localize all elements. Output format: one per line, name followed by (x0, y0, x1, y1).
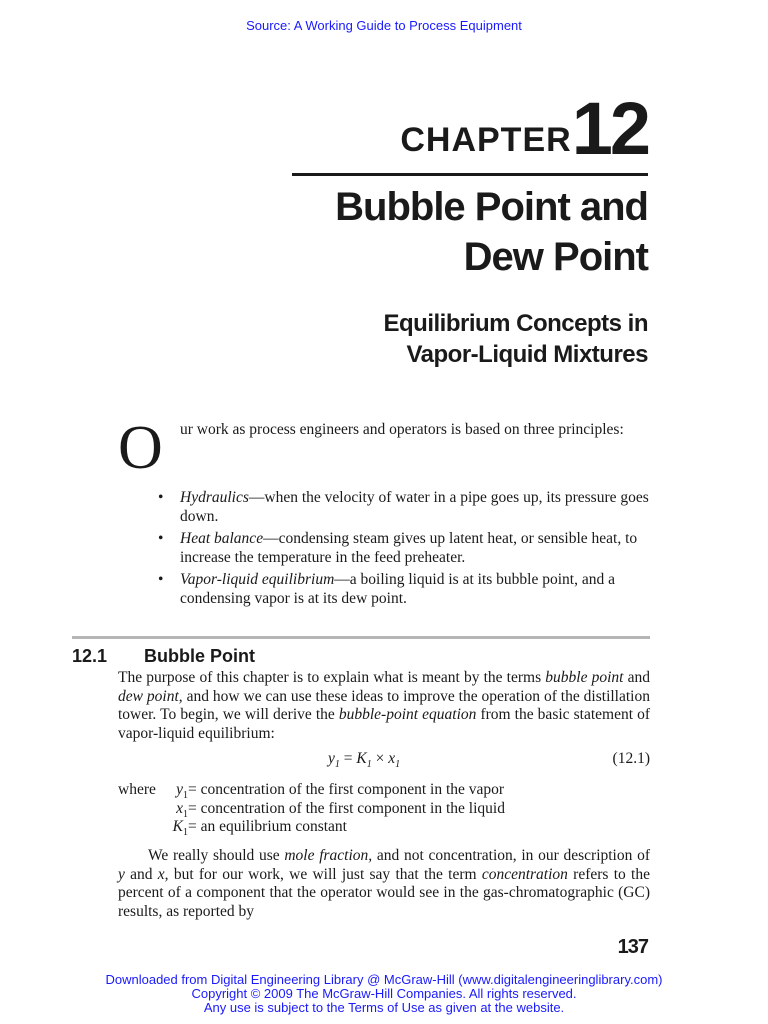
text-run: refers to the percent of a component that the operator would see in the gas-chromatographic (GC) results, as reported by (118, 865, 650, 920)
section-title: Bubble Point (144, 646, 255, 666)
bullet-text: —a boiling liquid is at its bubble point, and a condensing vapor is at its dew point. (180, 571, 615, 607)
chapter-subtitle-line1: Equilibrium Concepts in (383, 310, 648, 337)
var-symbol: K (172, 818, 183, 835)
principles-list (158, 488, 650, 611)
definition-row (118, 818, 650, 837)
footer-copyright: Copyright © 2009 The McGraw-Hill Companies. All rights reserved. (191, 986, 577, 1001)
var-sub: 1 (183, 790, 188, 802)
definition-var (118, 818, 188, 843)
term-bubble-point: bubble point (545, 669, 624, 686)
text-run: The purpose of this chapter is to explain what is meant by the terms (118, 669, 546, 686)
eq-equals: = (339, 750, 357, 767)
chapter-subtitle (383, 308, 648, 370)
equation-body (328, 750, 400, 770)
bullet-term: Vapor-liquid equilibrium (180, 571, 335, 588)
bullet-term: Hydraulics (180, 489, 249, 506)
section-number: 12.1 (72, 646, 108, 666)
chapter-title (335, 182, 648, 282)
chapter-title-line1: Bubble Point and (335, 185, 648, 229)
text-run: We really should use (148, 847, 285, 864)
chapter-title-line2: Dew Point (463, 235, 648, 279)
bullet-icon: • (158, 571, 164, 588)
chapter-word: CHAPTER (400, 121, 572, 159)
text-run: but for our work, we will just say that the term (168, 865, 482, 883)
term-x: x, (157, 865, 169, 883)
variable-definitions (118, 781, 650, 837)
footer-terms-link[interactable]: Any use is subject to the Terms of Use as given at the website. (203, 1000, 565, 1015)
paragraph-2 (118, 847, 650, 921)
source-line[interactable]: Source: A Working Guide to Process Equipment (246, 18, 522, 33)
bullet-text: —condensing steam gives up latent heat, or sensible heat, to increase the temperature in the feed preheater. (180, 530, 638, 566)
footer-download-link[interactable]: Downloaded from Digital Engineering Library @ McGraw-Hill (www.digitalengineeringlibrary.com) (105, 972, 663, 987)
eq-sub: 1 (395, 759, 401, 771)
definition-text: = an equilibrium constant (188, 818, 347, 835)
text-run: and not concentration, in our description of (372, 847, 650, 864)
list-item (158, 529, 650, 567)
eq-sub: 1 (334, 759, 340, 771)
text-run: and (124, 865, 158, 883)
bullet-text: —when the velocity of water in a pipe goes up, its pressure goes down. (180, 489, 649, 525)
term-mole-fraction: mole fraction, (284, 847, 373, 864)
bullet-icon: • (158, 530, 164, 547)
term-dew-point: dew point, (118, 687, 183, 705)
term-concentration: concentration (481, 865, 568, 883)
eq-x: x (388, 750, 396, 767)
var-sub: 1 (183, 808, 188, 820)
eq-k: K (356, 750, 367, 767)
chapter-rule (292, 173, 648, 176)
eq-times: × (371, 750, 389, 767)
bullet-term: Heat balance (180, 530, 264, 547)
eq-y: y (328, 750, 335, 767)
definition-row (118, 781, 650, 800)
term-bubble-point-equation: bubble-point equation (338, 706, 477, 723)
var-symbol: y (176, 781, 183, 798)
eq-sub: 1 (366, 759, 372, 771)
term-y: y (118, 865, 125, 883)
definition-text: = concentration of the first component in the liquid (188, 799, 505, 817)
intro-text: ur work as process engineers and operators is based on three principles: (180, 421, 624, 438)
page-number: 137 (617, 936, 648, 958)
list-item (158, 570, 650, 608)
text-run: and how we can use these ideas to improve the operation of the distillation tower. To begin, we will derive the (118, 687, 650, 723)
intro-paragraph (118, 414, 650, 482)
text-run: and (623, 669, 650, 686)
chapter-number: 12 (571, 87, 648, 170)
section-rule (72, 636, 650, 639)
chapter-heading (400, 87, 648, 170)
definition-row (118, 800, 650, 819)
definition-text: = concentration of the first component in the vapor (188, 781, 505, 798)
chapter-subtitle-line2: Vapor-Liquid Mixtures (406, 341, 648, 368)
equation-number: (12.1) (612, 750, 650, 767)
footer (0, 973, 768, 1015)
var-sub: 1 (183, 827, 188, 839)
paragraph-1 (118, 669, 650, 743)
section-heading (72, 646, 255, 667)
where-label: where (118, 781, 156, 798)
var-symbol: x (176, 799, 183, 817)
bullet-icon: • (158, 489, 164, 506)
drop-cap: O (118, 414, 163, 482)
list-item (158, 488, 650, 526)
text-run: from the basic statement of vapor-liquid equilibrium: (118, 706, 650, 742)
